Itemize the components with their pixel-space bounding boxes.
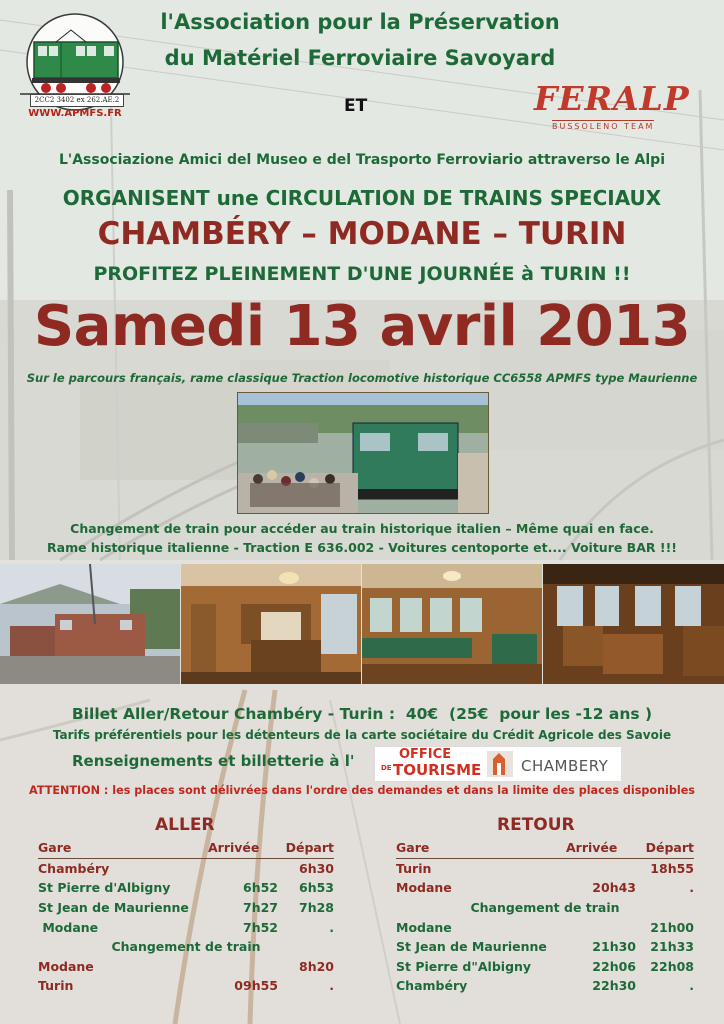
attention-line: ATTENTION : les places sont délivrées dans l'ordre des demandes et dans la limite des places disponibles bbox=[29, 784, 695, 797]
route-title: CHAMBÉRY – MODANE – TURIN bbox=[97, 216, 627, 252]
retour-title: RETOUR bbox=[497, 815, 575, 835]
change-line-2: Rame historique italienne - Traction E 636.002 - Voitures centoporte et.... Voiture BAR !!! bbox=[47, 540, 677, 555]
italian-loco-photo bbox=[0, 564, 180, 684]
et-label: ET bbox=[344, 96, 368, 116]
table-row bbox=[38, 937, 334, 957]
table-row bbox=[38, 976, 334, 996]
station-cell: Modane bbox=[38, 919, 99, 935]
feralp-wordmark: FERALP bbox=[534, 79, 690, 118]
aller-title: ALLER bbox=[155, 815, 215, 835]
departure-cell: 21h00 bbox=[650, 919, 694, 935]
apmfs-logo[interactable] bbox=[16, 12, 134, 124]
station-cell: Modane bbox=[396, 880, 452, 896]
change-line-1: Changement de train pour accéder au train historique italien – Même quai en face. bbox=[70, 521, 654, 536]
departure-cell: . bbox=[329, 919, 334, 935]
aller-col-depart: Départ bbox=[278, 838, 334, 858]
association-line-1 bbox=[140, 10, 580, 34]
parcours-line: Sur le parcours français, rame classique Traction locomotive historique CC6558 APMFS type Maurienne bbox=[26, 371, 698, 385]
departure-cell: . bbox=[689, 880, 694, 896]
station-cell: Turin bbox=[38, 978, 74, 994]
table-row bbox=[396, 976, 694, 996]
departure-cell: 6h30 bbox=[299, 860, 334, 876]
departure-cell: 22h08 bbox=[650, 958, 694, 974]
departure-cell: 8h20 bbox=[299, 958, 334, 974]
table-row bbox=[396, 957, 694, 977]
arrival-cell: 7h27 bbox=[243, 900, 278, 916]
office-emblem-icon bbox=[485, 749, 515, 779]
table-row bbox=[396, 878, 694, 898]
profitez-line: PROFITEZ PLEINEMENT D'UNE JOURNÉE à TURIN !! bbox=[93, 263, 631, 285]
departure-cell: . bbox=[329, 978, 334, 994]
arrival-cell bbox=[566, 917, 636, 937]
aller-timetable bbox=[38, 838, 334, 996]
retour-col-arrivee: Arrivée bbox=[566, 838, 636, 858]
table-row bbox=[38, 858, 334, 878]
station-cell: Chambéry bbox=[38, 860, 110, 876]
association-line-2 bbox=[140, 46, 580, 70]
bar-car-photo bbox=[181, 564, 361, 684]
lounge-photo bbox=[362, 564, 542, 684]
arrival-cell bbox=[566, 858, 636, 878]
arrival-cell: 22h30 bbox=[592, 978, 636, 994]
aller-header-row bbox=[38, 838, 334, 858]
arrival-cell: 20h43 bbox=[592, 880, 636, 896]
table-row bbox=[38, 957, 334, 977]
organisent-line: ORGANISENT une CIRCULATION DE TRAINS SPECIAUX bbox=[62, 186, 662, 210]
feralp-logo[interactable] bbox=[534, 80, 714, 136]
station-cell: Modane bbox=[38, 958, 94, 974]
retour-col-depart: Départ bbox=[636, 838, 694, 858]
office-word: OFFICE bbox=[399, 747, 452, 762]
table-row bbox=[38, 898, 334, 918]
table-row bbox=[38, 917, 334, 937]
table-row bbox=[396, 858, 694, 878]
feralp-sub: BUSSOLENO TEAM bbox=[552, 122, 655, 131]
retour-timetable bbox=[396, 838, 694, 996]
logo-site[interactable]: WWW.APMFS.FR bbox=[28, 108, 122, 119]
station-cell: Modane bbox=[396, 919, 452, 935]
event-date: Samedi 13 avril 2013 bbox=[33, 294, 691, 359]
arrival-cell: 09h55 bbox=[234, 978, 278, 994]
station-photo bbox=[237, 392, 489, 514]
departure-cell: . bbox=[689, 978, 694, 994]
arrival-cell: 7h52 bbox=[243, 919, 278, 935]
lounge-car-interior-image bbox=[362, 564, 542, 684]
office-tourisme-logo[interactable] bbox=[374, 746, 622, 782]
aller-col-arrivee: Arrivée bbox=[208, 838, 278, 858]
compartment-interior-image bbox=[543, 564, 724, 684]
station-cell: St Pierre d"Albigny bbox=[396, 958, 532, 974]
departure-cell: 7h28 bbox=[299, 900, 334, 916]
table-row bbox=[396, 898, 694, 918]
retour-col-gare: Gare bbox=[396, 838, 566, 858]
office-de: DE bbox=[381, 764, 392, 772]
italian-association: L'Associazione Amici del Museo e del Trasporto Ferroviario attraverso le Alpi bbox=[59, 152, 665, 168]
arrival-cell bbox=[208, 957, 278, 977]
compartment-photo bbox=[543, 564, 724, 684]
change-train-cell: Changement de train bbox=[111, 939, 261, 955]
departure-cell: 6h53 bbox=[299, 880, 334, 896]
table-row bbox=[396, 917, 694, 937]
departure-cell: 18h55 bbox=[650, 860, 694, 876]
e636-locomotive-image bbox=[0, 564, 180, 684]
aller-col-gare: Gare bbox=[38, 838, 208, 858]
departure-cell: 21h33 bbox=[650, 939, 694, 955]
logo-plate: 2CC2 3402 ex 262.AE.2 bbox=[30, 94, 124, 107]
org-line1: l'Association pour la Préservation bbox=[160, 10, 560, 34]
station-cell: Turin bbox=[396, 860, 432, 876]
arrival-cell: 6h52 bbox=[243, 880, 278, 896]
arrival-cell: 22h06 bbox=[592, 958, 636, 974]
station-cell: St Pierre d'Albigny bbox=[38, 880, 171, 896]
retour-header-row bbox=[396, 838, 694, 858]
station-cell: Chambéry bbox=[396, 978, 468, 994]
office-tourisme: TOURISME bbox=[393, 761, 482, 779]
table-row bbox=[38, 878, 334, 898]
bar-car-interior-image bbox=[181, 564, 361, 684]
org-line2: du Matériel Ferroviaire Savoyard bbox=[164, 46, 556, 70]
office-city: CHAMBERY bbox=[521, 757, 609, 775]
arrival-cell bbox=[208, 858, 278, 878]
renseignements-line: Renseignements et billetterie à l' bbox=[72, 752, 355, 770]
arrival-cell: 21h30 bbox=[592, 939, 636, 955]
change-train-cell: Changement de train bbox=[470, 900, 620, 916]
station-locomotive-image bbox=[238, 393, 488, 513]
station-cell: St Jean de Maurienne bbox=[396, 939, 547, 955]
tarifs-line: Tarifs préférentiels pour les détenteurs de la carte sociétaire du Crédit Agricole des Savoie bbox=[52, 728, 672, 742]
station-cell: St Jean de Maurienne bbox=[38, 900, 189, 916]
table-row bbox=[396, 937, 694, 957]
ticket-price-line: Billet Aller/Retour Chambéry - Turin : 40€ (25€ pour les -12 ans ) bbox=[71, 705, 653, 723]
